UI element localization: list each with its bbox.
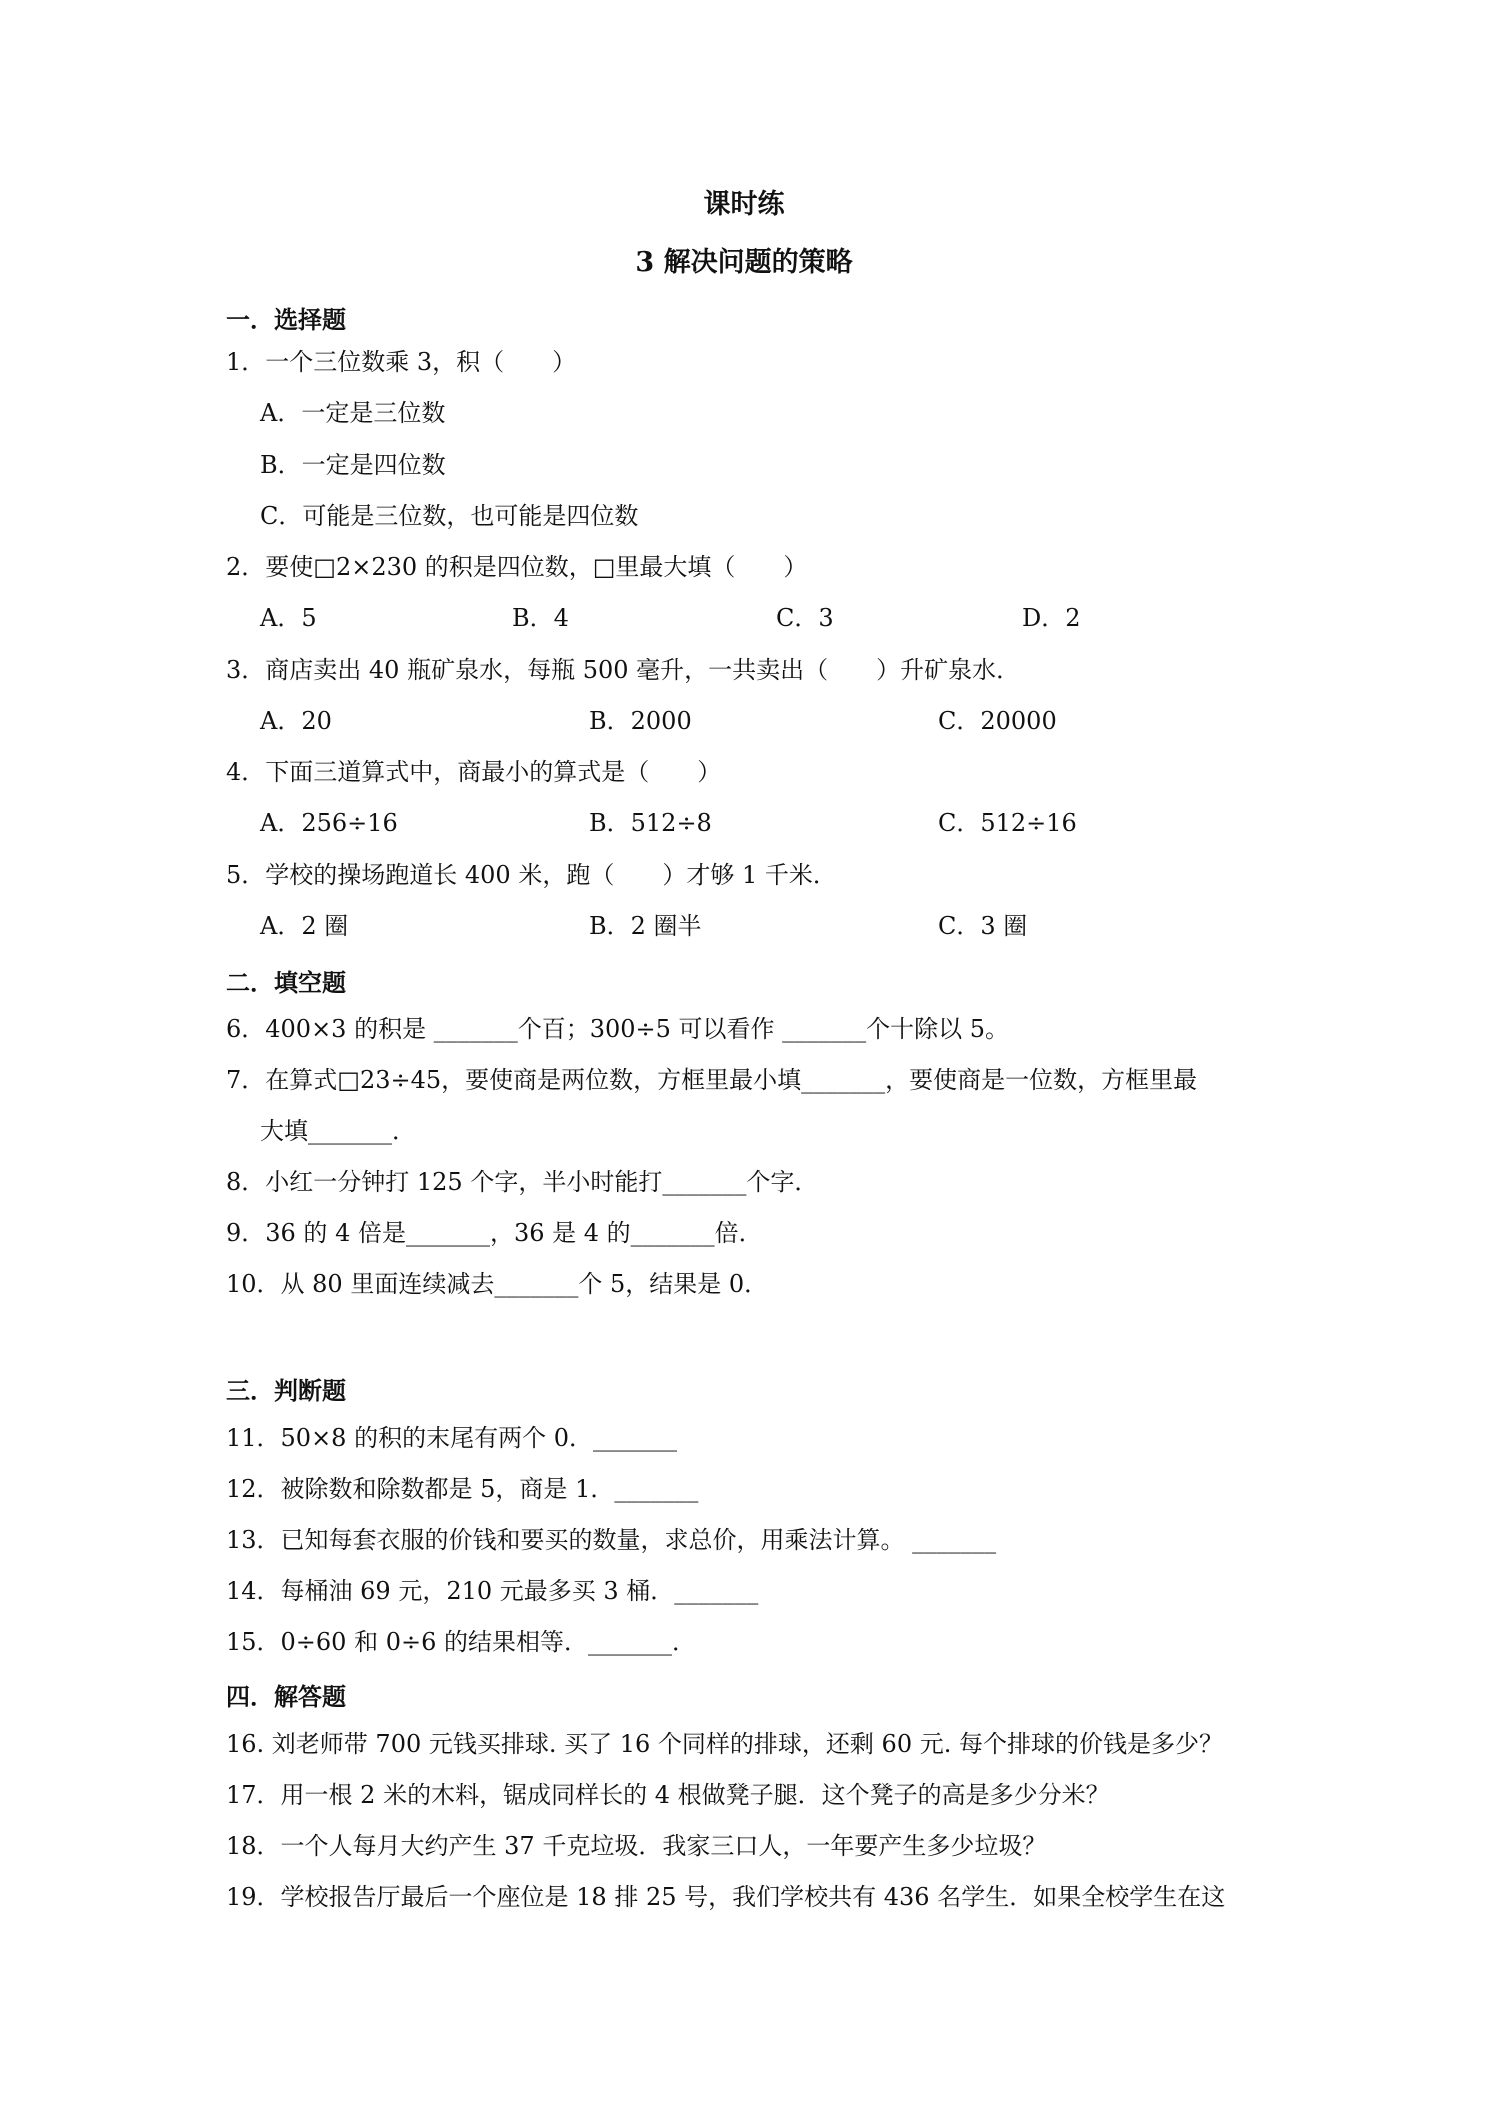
question-5-option-c: C．3 圈	[938, 912, 1028, 940]
question-3-option-b: B．2000	[589, 707, 692, 735]
question-8: 8．小红一分钟打 125 个字，半小时能打_______个字．	[226, 1168, 819, 1196]
question-12: 12．被除数和除数都是 5，商是 1．_______	[226, 1475, 699, 1503]
question-14: 14．每桶油 69 元，210 元最多买 3 桶．_______	[226, 1577, 759, 1605]
question-5-option-b: B．2 圈半	[589, 912, 702, 940]
question-2-option-b: B．4	[512, 604, 569, 632]
question-17: 17．用一根 2 米的木料，锯成同样长的 4 根做凳子腿．这个凳子的高是多少分米？	[226, 1781, 1110, 1809]
question-16: 16. 刘老师带 700 元钱买排球. 买了 16 个同样的排球，还剩 60 元. 每个排球的价钱是多少？	[226, 1730, 1223, 1758]
question-6: 6．400×3 的积是 _______个百；300÷5 可以看作 _______个十除以 5。	[226, 1015, 1010, 1043]
question-4-stem: 4．下面三道算式中，商最小的算式是（ ）	[226, 758, 722, 786]
section-heading-choice: 一．选择题	[226, 305, 346, 334]
question-1-option-c: C．可能是三位数，也可能是四位数	[260, 502, 639, 530]
question-7-line-1: 7．在算式□23÷45，要使商是两位数，方框里最小填_______，要使商是一位数，方框里最	[226, 1066, 1198, 1094]
question-10: 10．从 80 里面连续减去_______个 5，结果是 0．	[226, 1270, 769, 1298]
question-4-option-a: A．256÷16	[260, 809, 398, 837]
page-subtitle: 3 解决问题的策略	[635, 247, 853, 278]
question-3-option-a: A．20	[260, 707, 332, 735]
section-heading-judge: 三．判断题	[226, 1376, 346, 1405]
question-1-option-a: A．一定是三位数	[260, 399, 446, 427]
question-3-stem: 3．商店卖出 40 瓶矿泉水，每瓶 500 毫升，一共卖出（ ）升矿泉水．	[226, 656, 1021, 684]
question-1-stem: 1．一个三位数乘 3，积（ ）	[226, 348, 577, 376]
question-3-option-c: C．20000	[938, 707, 1057, 735]
question-19: 19．学校报告厅最后一个座位是 18 排 25 号，我们学校共有 436 名学生．如果全校学生在这	[226, 1883, 1226, 1911]
question-15: 15．0÷60 和 0÷6 的结果相等．_______．	[226, 1628, 696, 1656]
question-13: 13．已知每套衣服的价钱和要买的数量，求总价，用乘法计算。 _______	[226, 1526, 997, 1554]
question-4-option-b: B．512÷8	[589, 809, 712, 837]
question-2-stem: 2．要使□2×230 的积是四位数，□里最大填（ ）	[226, 553, 808, 581]
question-2-option-c: C．3	[776, 604, 834, 632]
page-title: 课时练	[703, 189, 785, 220]
question-1-option-b: B．一定是四位数	[260, 451, 446, 479]
question-4-option-c: C．512÷16	[938, 809, 1077, 837]
question-7-line-2: 大填_______．	[260, 1117, 416, 1145]
question-5-stem: 5．学校的操场跑道长 400 米，跑（ ）才够 1 千米．	[226, 861, 837, 889]
section-heading-answer: 四．解答题	[226, 1682, 346, 1711]
question-2-option-d: D．2	[1022, 604, 1081, 632]
question-2-option-a: A．5	[260, 604, 317, 632]
section-heading-fill: 二．填空题	[226, 968, 346, 997]
question-11: 11．50×8 的积的末尾有两个 0．_______	[226, 1424, 677, 1452]
question-9: 9．36 的 4 倍是_______，36 是 4 的_______倍．	[226, 1219, 763, 1247]
question-5-option-a: A．2 圈	[260, 912, 349, 940]
question-18: 18．一个人每月大约产生 37 千克垃圾．我家三口人，一年要产生多少垃圾？	[226, 1832, 1047, 1860]
